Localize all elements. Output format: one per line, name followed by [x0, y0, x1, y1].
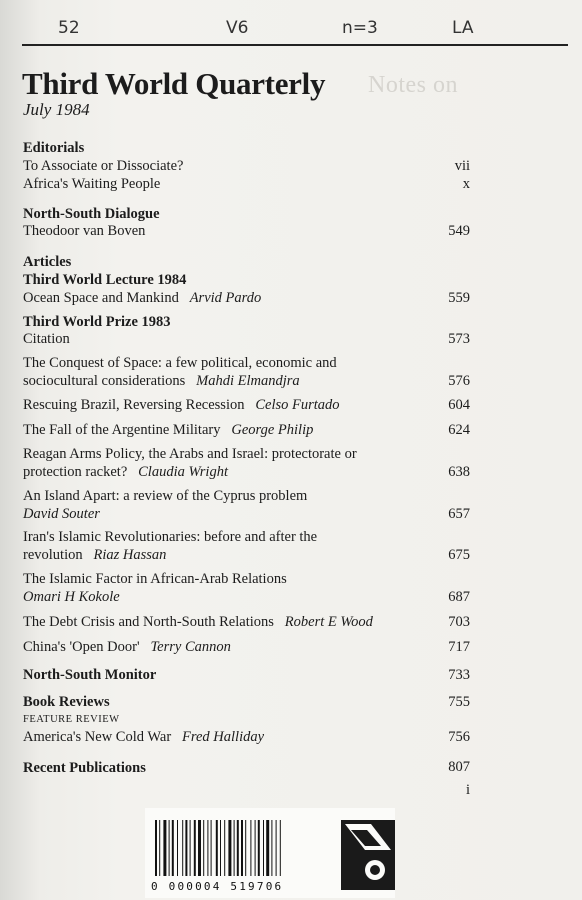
toc-entry-page: 733 — [448, 667, 470, 683]
toc-entry — [23, 728, 264, 746]
toc-entry — [23, 421, 313, 439]
barcode-icon — [153, 820, 333, 876]
section-heading-articles: Articles — [23, 254, 72, 270]
toc-entry-author: David Souter — [23, 506, 100, 522]
barcode-bar — [266, 820, 269, 876]
barcode-bar — [220, 820, 221, 876]
barcode-bar — [241, 820, 243, 876]
toc-entry-page: vii — [454, 158, 470, 174]
header-rule — [22, 44, 568, 46]
toc-entry-page: i — [465, 782, 470, 798]
barcode-bar — [177, 820, 178, 876]
toc-entry-title: revolution — [23, 547, 83, 563]
toc-entry-page: 687 — [448, 589, 470, 605]
feature-review-label: FEATURE REVIEW — [23, 714, 120, 725]
toc-entry-author: George Philip — [231, 422, 314, 438]
toc-entry-title: Theodoor van Boven — [23, 223, 146, 239]
barcode-bar — [237, 820, 239, 876]
barcode-bar — [211, 820, 212, 876]
toc-entry-title: The Islamic Factor in African-Arab Relations — [23, 571, 287, 587]
barcode-label — [145, 808, 395, 898]
barcode-bar — [234, 820, 235, 876]
section-heading-dialogue: North-South Dialogue — [23, 206, 160, 222]
barcode-bar — [271, 820, 272, 876]
barcode-bar — [198, 820, 201, 876]
toc-entry — [23, 372, 300, 390]
toc-entry-author: Fred Halliday — [182, 729, 265, 745]
toc-entry-author: Robert E Wood — [284, 614, 373, 630]
toc-entry — [23, 546, 166, 564]
barcode-bar — [185, 820, 187, 876]
handwritten-note-2: V6 — [226, 18, 249, 38]
barcode-bar — [280, 820, 281, 876]
publisher-mark-icon — [341, 820, 395, 890]
toc-entry-page: 549 — [448, 223, 470, 239]
barcode-bar — [159, 820, 160, 876]
barcode-bar — [169, 820, 170, 876]
toc-entry-title: The Debt Crisis and North-South Relations — [23, 614, 274, 630]
toc-entry-title: Reagan Arms Policy, the Arabs and Israel: protectorate or — [23, 446, 357, 462]
toc-entry-page: 756 — [448, 729, 470, 745]
toc-entry-page: x — [462, 176, 470, 192]
toc-entry-title: To Associate or Dissociate? — [23, 158, 184, 174]
barcode-bar — [172, 820, 174, 876]
toc-entry — [23, 638, 231, 656]
toc-entry-title: Citation — [23, 331, 70, 347]
subheading-lecture: Third World Lecture 1984 — [23, 272, 187, 288]
toc-entry-page: 657 — [448, 506, 470, 522]
toc-entry-page: 755 — [448, 694, 470, 710]
barcode-bar — [245, 820, 246, 876]
handwritten-note-1: 52 — [58, 18, 80, 38]
barcode-bar — [250, 820, 251, 876]
toc-entry-page: 717 — [448, 639, 470, 655]
toc-entry-page: 604 — [448, 397, 470, 413]
toc-entry-page: 624 — [448, 422, 470, 438]
toc-entry-page: 675 — [448, 547, 470, 563]
toc-entry — [23, 463, 228, 481]
barcode-bar — [216, 820, 218, 876]
barcode-bar — [276, 820, 277, 876]
toc-entry-title: Iran's Islamic Revolutionaries: before and after the — [23, 529, 318, 545]
section-heading-editorials: Editorials — [23, 140, 85, 156]
barcode-bar — [194, 820, 196, 876]
toc-entry-page: 573 — [448, 331, 470, 347]
toc-entry-author: Arvid Pardo — [189, 290, 262, 306]
section-heading-recent: Recent Publications — [23, 760, 146, 776]
toc-entry — [23, 396, 340, 414]
toc-entry-title: Ocean Space and Mankind — [23, 290, 179, 306]
barcode-bar — [228, 820, 231, 876]
barcode-bar — [263, 820, 264, 876]
toc-entry-page: 559 — [448, 290, 470, 306]
barcode-bar — [255, 820, 256, 876]
handwritten-note-3: n=3 — [342, 18, 378, 38]
toc-entry-author: Claudia Wright — [138, 464, 228, 480]
barcode-bar — [163, 820, 166, 876]
barcode-bar — [190, 820, 191, 876]
toc-entry-page: 576 — [448, 373, 470, 389]
toc-entry-author: Mahdi Elmandjra — [196, 373, 300, 389]
subheading-prize: Third World Prize 1983 — [23, 314, 171, 330]
toc-entry-page: 638 — [448, 464, 470, 480]
toc-entry-page: 807 — [448, 759, 470, 775]
section-heading-reviews: Book Reviews — [23, 694, 110, 710]
show-through-text: Notes on — [368, 72, 458, 98]
section-heading-monitor: North-South Monitor — [23, 667, 157, 683]
toc-entry-author: Riaz Hassan — [93, 547, 167, 563]
toc-entry-title: Africa's Waiting People — [23, 176, 161, 192]
barcode-bar — [224, 820, 225, 876]
issue-date: July 1984 — [23, 100, 90, 119]
toc-entry-title: An Island Apart: a review of the Cyprus problem — [23, 488, 308, 504]
toc-entry-title: protection racket? — [23, 464, 128, 480]
toc-entry-page: 703 — [448, 614, 470, 630]
toc-entry-author: Terry Cannon — [150, 639, 231, 655]
barcode-bar — [182, 820, 183, 876]
barcode-bar — [203, 820, 204, 876]
toc-entry — [23, 289, 261, 307]
journal-title: Third World Quarterly — [22, 66, 326, 101]
toc-entry-title: sociocultural considerations — [23, 373, 186, 389]
toc-entry-author: Celso Furtado — [255, 397, 340, 413]
barcode-digits: 0 000004 519706 — [151, 880, 284, 893]
barcode-bar — [207, 820, 208, 876]
toc-entry-title: America's New Cold War — [23, 729, 172, 745]
barcode-bar — [155, 820, 157, 876]
toc-entry-author: Omari H Kokole — [23, 589, 120, 605]
toc-entry — [23, 613, 373, 631]
toc-entry-title: The Conquest of Space: a few political, economic and — [23, 355, 337, 371]
toc-entry-title: Rescuing Brazil, Reversing Recession — [23, 397, 245, 413]
toc-entry-title: The Fall of the Argentine Military — [23, 422, 221, 438]
barcode-bar — [258, 820, 260, 876]
toc-entry-title: China's 'Open Door' — [23, 639, 140, 655]
handwritten-note-4: LA — [452, 18, 474, 38]
